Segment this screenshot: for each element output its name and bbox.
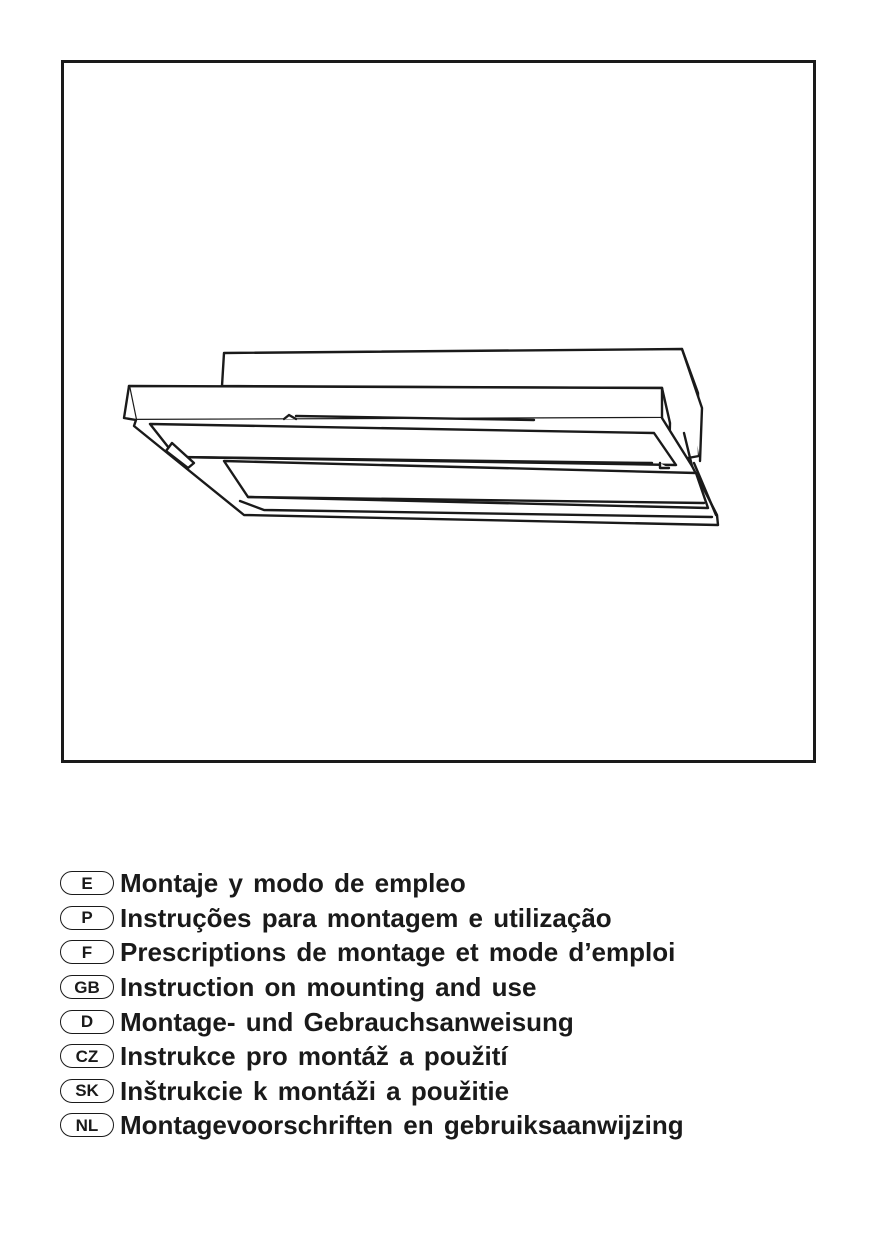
language-title: Instruções para montagem e utilização [120, 902, 612, 933]
language-title: Montaje y modo de empleo [120, 868, 466, 899]
language-item-d [60, 1004, 684, 1039]
language-title: Prescriptions de montage et mode d’emploi [120, 937, 676, 968]
language-item-f [60, 935, 684, 970]
language-item-cz [60, 1039, 684, 1074]
language-code-badge: SK [60, 1079, 114, 1103]
language-title: Montagevoorschriften en gebruiksaanwijzing [120, 1110, 684, 1141]
language-item-nl [60, 1108, 684, 1143]
language-code-badge: D [60, 1010, 114, 1034]
language-item-e [60, 866, 684, 901]
language-title: Inštrukcie k montáži a použitie [120, 1075, 510, 1106]
language-title: Montage- und Gebrauchsanweisung [120, 1006, 574, 1037]
language-title: Instruction on mounting and use [120, 972, 537, 1003]
language-item-p [60, 901, 684, 936]
language-title: Instrukce pro montáž a použití [120, 1041, 508, 1072]
illustration-frame [61, 60, 816, 763]
language-code-badge: P [60, 906, 114, 930]
hood-icon [64, 63, 813, 760]
language-item-sk [60, 1074, 684, 1109]
language-list [60, 866, 684, 1143]
language-code-badge: CZ [60, 1044, 114, 1068]
language-code-badge: E [60, 871, 114, 895]
language-code-badge: F [60, 940, 114, 964]
language-item-gb [60, 970, 684, 1005]
language-code-badge: GB [60, 975, 114, 999]
language-code-badge: NL [60, 1113, 114, 1137]
